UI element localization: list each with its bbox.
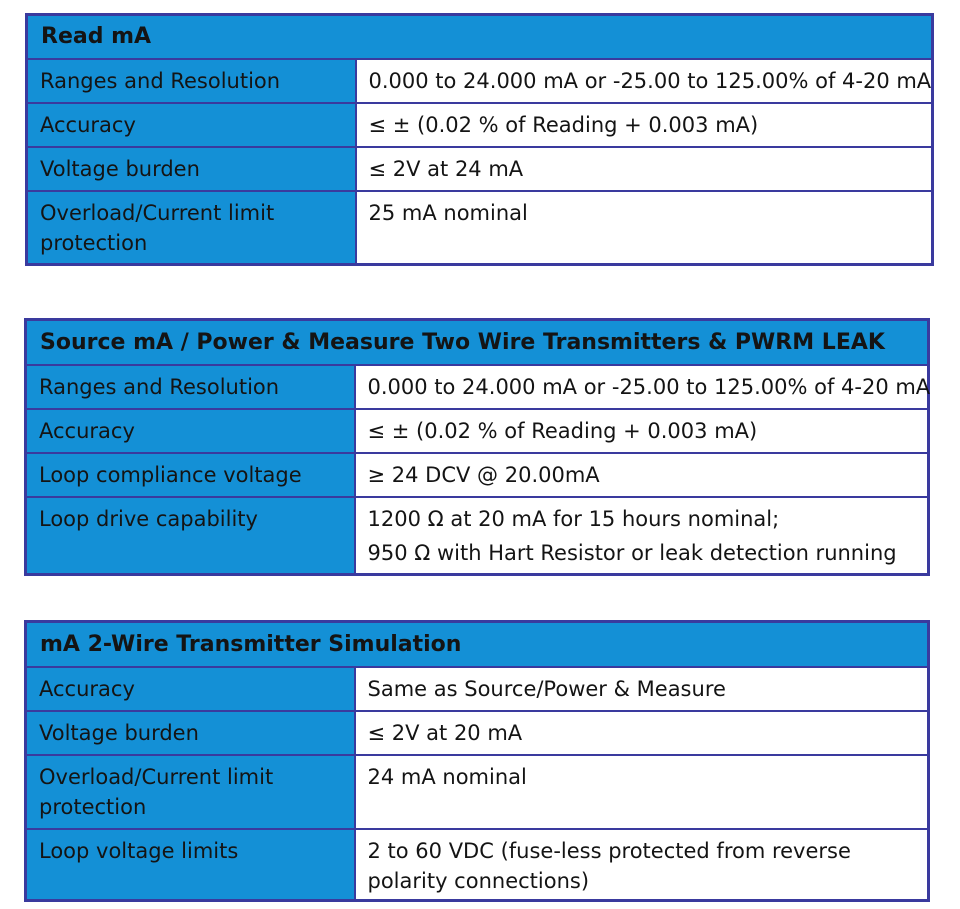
row-label: Accuracy xyxy=(27,103,356,147)
table-row xyxy=(26,667,929,711)
spec-table-read-ma xyxy=(25,13,934,266)
row-label: Ranges and Resolution xyxy=(26,365,355,409)
row-label: Loop voltage limits xyxy=(26,829,355,901)
table-row xyxy=(26,497,929,575)
row-value: ≤ 2V at 20 mA xyxy=(355,711,929,755)
table-row xyxy=(26,829,929,901)
table-title: mA 2-Wire Transmitter Simulation xyxy=(26,622,929,667)
table-row xyxy=(26,755,929,829)
spec-table-transmitter-simulation xyxy=(24,620,930,902)
table-row xyxy=(27,59,933,103)
spec-table-source-ma xyxy=(24,318,930,576)
row-label: Voltage burden xyxy=(26,711,355,755)
table-row xyxy=(26,453,929,497)
row-label: Accuracy xyxy=(26,409,355,453)
table-title: Read mA xyxy=(27,15,933,59)
row-label: Overload/Current limit protection xyxy=(26,755,355,829)
table-title: Source mA / Power & Measure Two Wire Transmitters & PWRM LEAK xyxy=(26,320,929,365)
table-row xyxy=(26,365,929,409)
row-value: 1200 Ω at 20 mA for 15 hours nominal; 950 Ω with Hart Resistor or leak detection running xyxy=(355,497,929,575)
row-label: Accuracy xyxy=(26,667,355,711)
table-row xyxy=(27,147,933,191)
row-value: ≤ ± (0.02 % of Reading + 0.003 mA) xyxy=(356,103,933,147)
row-label: Loop compliance voltage xyxy=(26,453,355,497)
row-label: Overload/Current limit protection xyxy=(27,191,356,265)
row-value: 25 mA nominal xyxy=(356,191,933,265)
row-value: ≤ ± (0.02 % of Reading + 0.003 mA) xyxy=(355,409,929,453)
row-value: Same as Source/Power & Measure xyxy=(355,667,929,711)
row-label: Voltage burden xyxy=(27,147,356,191)
table-row xyxy=(26,711,929,755)
row-value: 24 mA nominal xyxy=(355,755,929,829)
table-row xyxy=(27,191,933,265)
row-value: ≤ 2V at 24 mA xyxy=(356,147,933,191)
row-value: 2 to 60 VDC (fuse-less protected from reverse polarity connections) xyxy=(355,829,929,901)
row-label: Ranges and Resolution xyxy=(27,59,356,103)
row-value: ≥ 24 DCV @ 20.00mA xyxy=(355,453,929,497)
row-value: 0.000 to 24.000 mA or -25.00 to 125.00% of 4-20 mA xyxy=(356,59,933,103)
row-label: Loop drive capability xyxy=(26,497,355,575)
table-row xyxy=(26,409,929,453)
row-value: 0.000 to 24.000 mA or -25.00 to 125.00% of 4-20 mA xyxy=(355,365,929,409)
table-row xyxy=(27,103,933,147)
